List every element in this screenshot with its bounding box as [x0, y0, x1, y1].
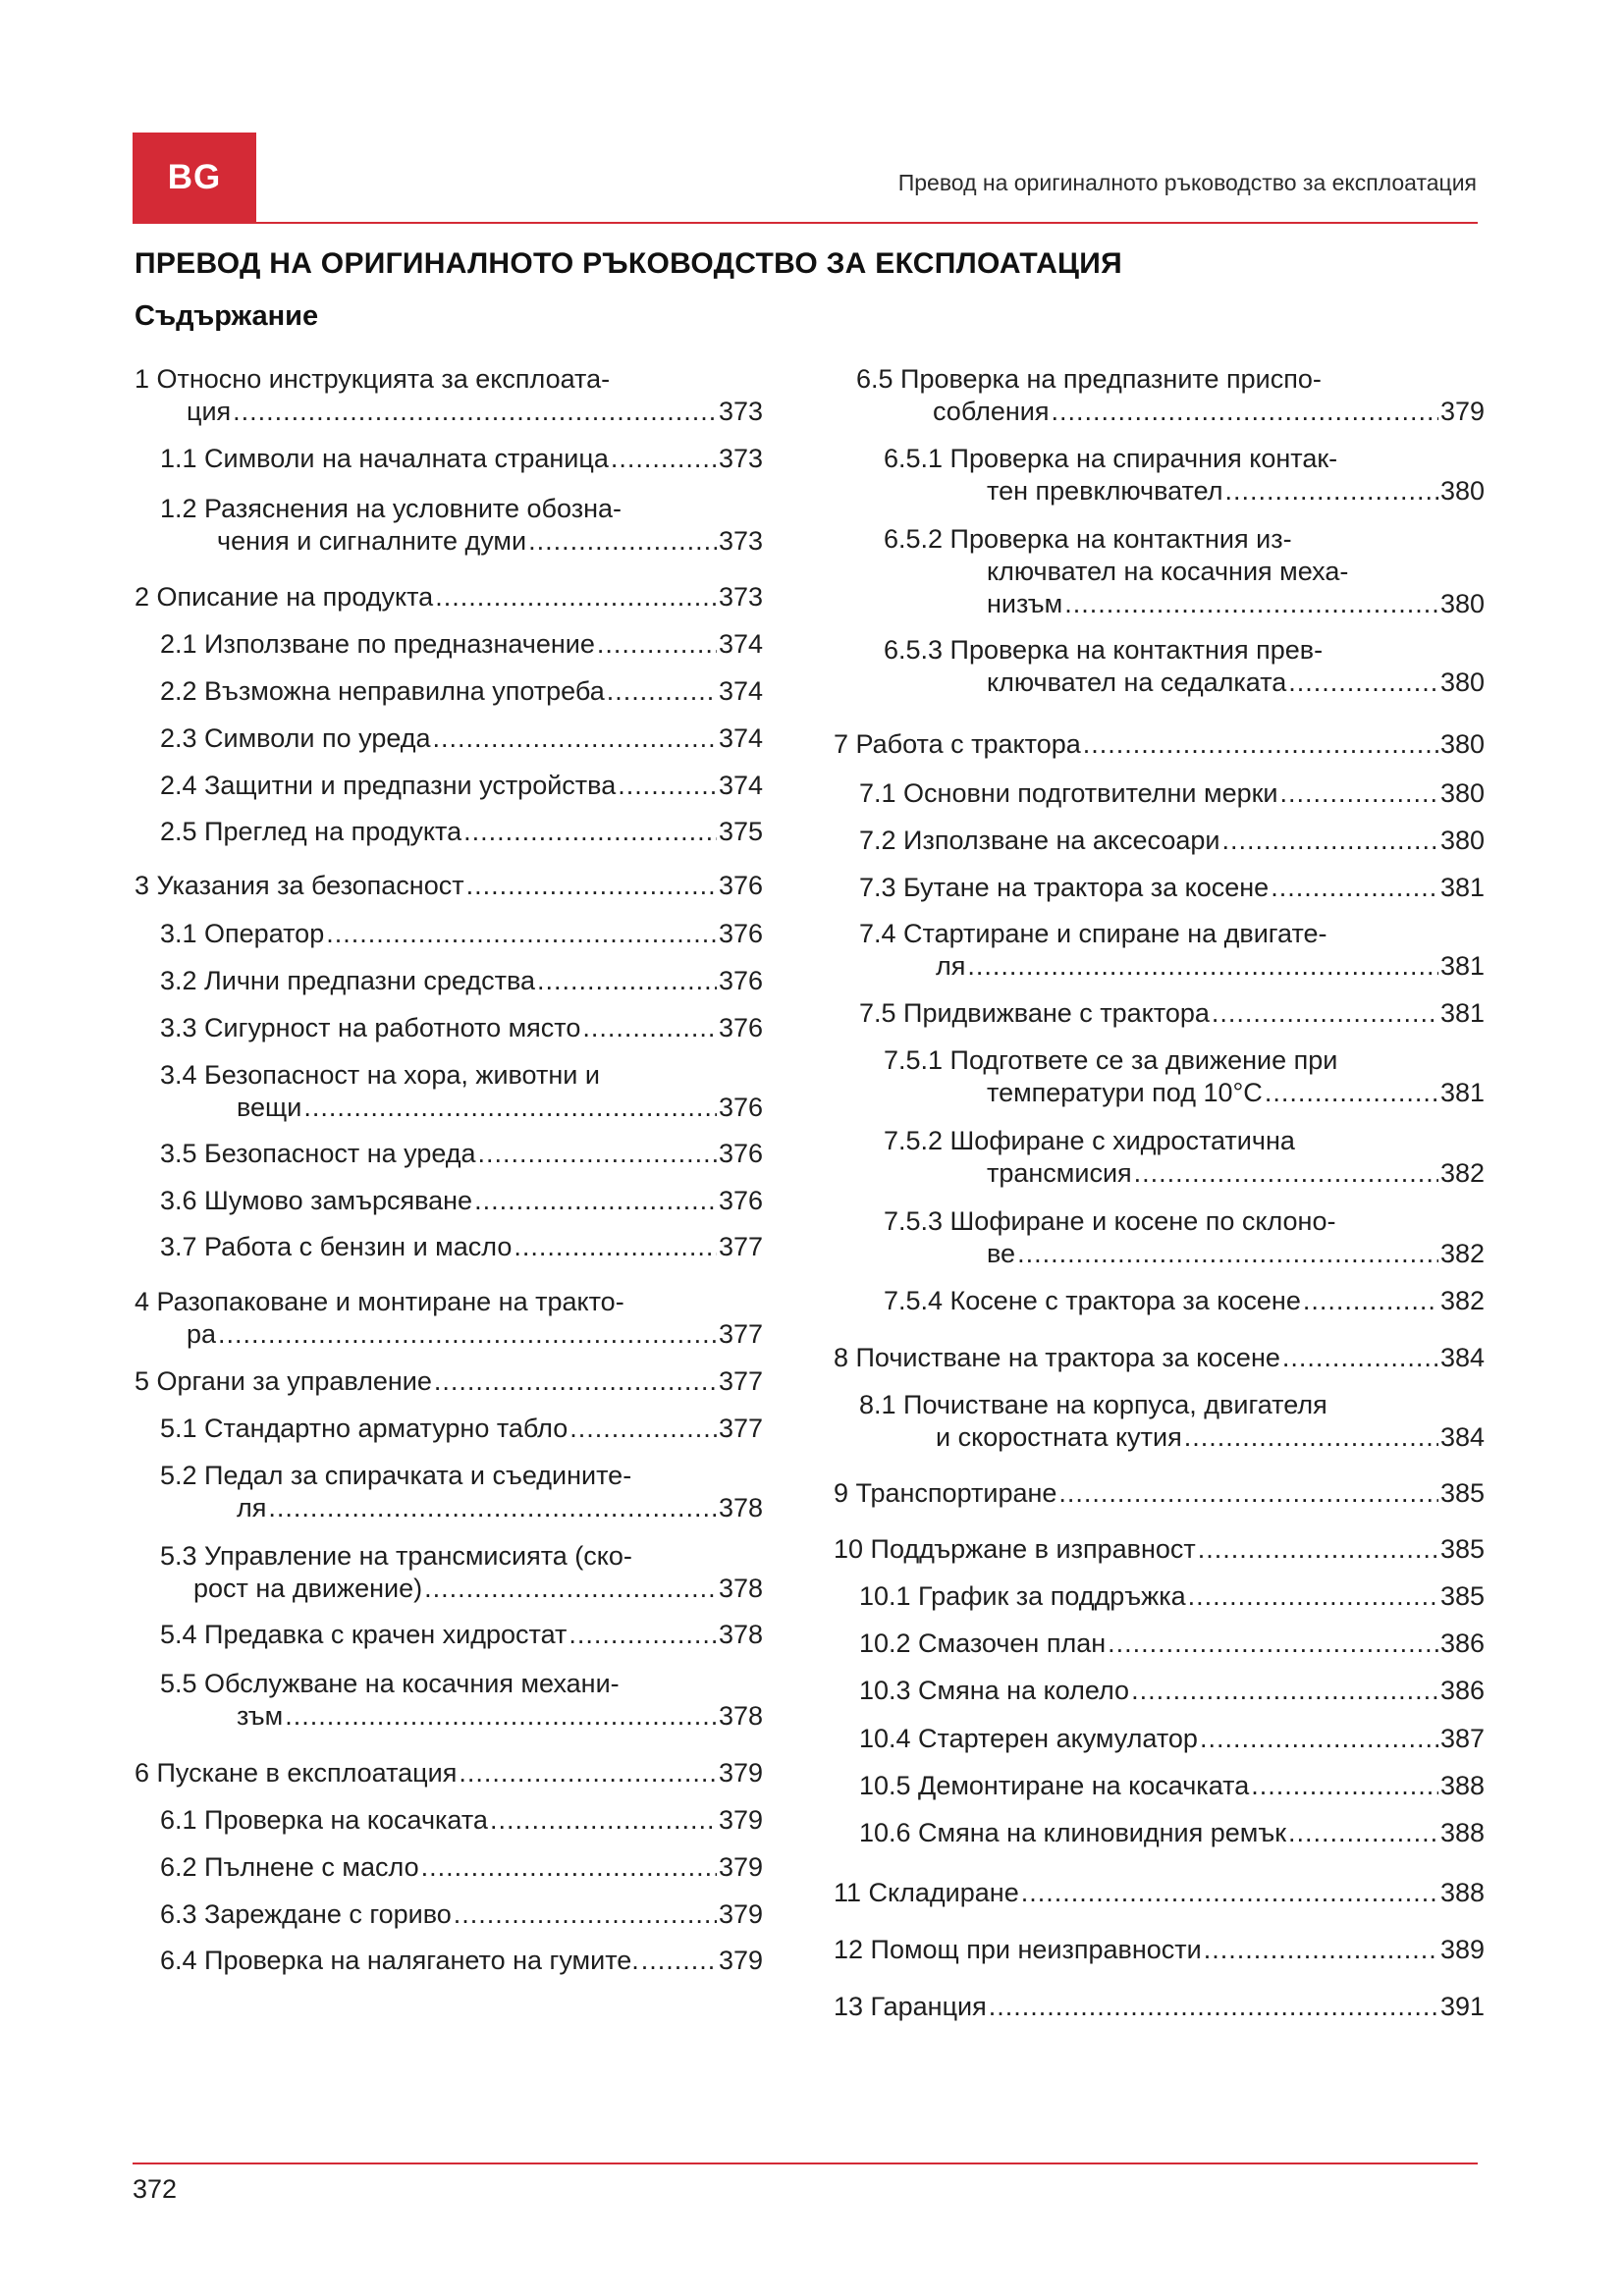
toc-entry[interactable]	[884, 1125, 1485, 1190]
toc-entry[interactable]	[160, 816, 763, 848]
toc-entry-title: 9 Транспортиране	[834, 1478, 1057, 1508]
toc-entry[interactable]	[160, 443, 763, 475]
dot-leader	[268, 1492, 717, 1524]
toc-entry-title: 1.1 Символи на началната страница	[160, 444, 609, 473]
dot-leader	[967, 950, 1438, 983]
dot-leader	[641, 1945, 717, 1977]
dot-leader	[1064, 588, 1438, 620]
dot-leader	[478, 1138, 717, 1170]
toc-entry-title-continued: собления	[933, 397, 1050, 426]
dot-leader	[618, 770, 717, 802]
toc-page-number: 391	[1439, 1992, 1485, 2021]
dot-leader	[474, 1185, 717, 1217]
toc-entry[interactable]	[160, 1012, 763, 1044]
dot-leader	[421, 1851, 717, 1884]
toc-entry-title: 4 Разопаковане и монтиране на тракто-	[135, 1287, 624, 1316]
toc-entry-title: 5.4 Предавка с крачен хидростат	[160, 1620, 568, 1649]
toc-entry[interactable]	[160, 1540, 763, 1605]
dot-leader	[1288, 667, 1438, 699]
dot-leader	[1184, 1421, 1438, 1454]
toc-entry[interactable]	[160, 918, 763, 950]
toc-entry[interactable]	[160, 1804, 763, 1837]
toc-entry[interactable]	[859, 1723, 1485, 1755]
toc-entry-title-continued: ключвател на косачния меха-	[987, 557, 1349, 586]
toc-entry-title: 12 Помощ при неизправности	[834, 1935, 1202, 1964]
toc-entry-title: 2.2 Възможна неправилна употреба	[160, 676, 605, 706]
toc-entry-title: 6.2 Пълнене с масло	[160, 1852, 419, 1882]
toc-page-number: 378	[718, 1493, 763, 1522]
toc-entry-title-continued: вещи	[237, 1093, 302, 1122]
toc-page-number: 380	[1439, 729, 1485, 759]
toc-page-number: 380	[1439, 826, 1485, 855]
toc-entry-title: 13 Гаранция	[834, 1992, 987, 2021]
toc-entry-title: 10 Поддържане в изправност	[834, 1534, 1196, 1564]
toc-entry-title: 7.5.2 Шофиране с хидростатична	[884, 1126, 1295, 1155]
toc-entry-title: 3 Указания за безопасност	[135, 871, 464, 900]
toc-entry[interactable]	[160, 1851, 763, 1884]
toc-entry-title: 2 Описание на продукта	[135, 582, 434, 612]
toc-entry-title: 10.5 Демонтиране на косачката	[859, 1771, 1250, 1800]
dot-leader	[434, 1365, 717, 1398]
toc-entry-title: 5.5 Обслужване на косачния механи-	[160, 1669, 620, 1698]
toc-entry-title: 10.2 Смазочен план	[859, 1629, 1107, 1658]
toc-entry[interactable]	[160, 1945, 763, 1977]
toc-entry[interactable]	[135, 1757, 763, 1789]
dot-leader	[1134, 1157, 1438, 1190]
toc-entry[interactable]	[160, 1059, 763, 1124]
toc-heading: Съдържание	[135, 300, 319, 332]
dot-leader	[1058, 1477, 1438, 1510]
toc-page-number: 385	[1439, 1478, 1485, 1508]
toc-page-number: 382	[1439, 1286, 1485, 1315]
toc-entry-title: 7.5.1 Подгответе се за движение при	[884, 1045, 1338, 1075]
toc-entry[interactable]	[859, 997, 1485, 1030]
toc-entry[interactable]	[859, 918, 1485, 983]
toc-page-number: 381	[1439, 951, 1485, 981]
toc-entry-title: 2.1 Използване по предназначение	[160, 629, 595, 659]
dot-leader	[1282, 1342, 1438, 1374]
toc-entry-title: 7.1 Основни подготвителни мерки	[859, 778, 1278, 808]
toc-page-number: 384	[1439, 1343, 1485, 1372]
toc-entry-title: 2.5 Преглед на продукта	[160, 817, 462, 846]
dot-leader	[1288, 1817, 1438, 1849]
toc-entry-title: 6 Пускане в експлоатация	[135, 1758, 458, 1788]
toc-entry-title-continued: температури под 10°C	[987, 1078, 1263, 1107]
toc-page-number: 380	[1439, 476, 1485, 506]
dot-leader	[326, 918, 717, 950]
toc-page-number: 379	[718, 1946, 763, 1975]
dot-leader	[1212, 997, 1438, 1030]
toc-page-number: 377	[718, 1232, 763, 1261]
toc-entry-title: 10.1 График за поддръжка	[859, 1581, 1186, 1611]
toc-entry-title-continued: чения и сигналните думи	[217, 526, 527, 556]
dot-leader	[1251, 1770, 1438, 1802]
toc-entry[interactable]	[834, 1991, 1485, 2023]
toc-entry-title: 6.5.3 Проверка на контактния прев-	[884, 635, 1324, 665]
toc-entry[interactable]	[160, 1898, 763, 1931]
dot-leader	[1021, 1877, 1438, 1909]
toc-entry[interactable]	[160, 628, 763, 661]
toc-entry[interactable]	[884, 1044, 1485, 1109]
toc-page-number: 378	[718, 1701, 763, 1731]
dot-leader	[1303, 1285, 1438, 1317]
dot-leader	[435, 581, 717, 614]
toc-entry-title: 11 Складиране	[834, 1878, 1019, 1907]
toc-entry[interactable]	[135, 363, 763, 428]
toc-page-number: 388	[1439, 1878, 1485, 1907]
dot-leader	[466, 870, 717, 902]
toc-entry[interactable]	[135, 1286, 763, 1351]
toc-entry-title-continued: зъм	[237, 1701, 284, 1731]
toc-page-number: 381	[1439, 998, 1485, 1028]
toc-entry[interactable]	[160, 675, 763, 708]
toc-entry[interactable]	[884, 1205, 1485, 1270]
dot-leader	[1265, 1077, 1438, 1109]
toc-entry[interactable]	[160, 1619, 763, 1651]
toc-entry-title-continued: ключвател на седалката	[987, 667, 1287, 697]
toc-page-number: 388	[1439, 1818, 1485, 1847]
dot-leader	[285, 1700, 717, 1733]
toc-entry[interactable]	[834, 1934, 1485, 1966]
dot-leader	[1204, 1934, 1438, 1966]
toc-entry-title: 6.5.2 Проверка на контактния из-	[884, 524, 1292, 554]
toc-entry-title: 2.4 Защитни и предпазни устройства	[160, 771, 617, 800]
toc-page-number: 379	[718, 1758, 763, 1788]
toc-page-number: 373	[718, 526, 763, 556]
toc-page-number: 376	[718, 919, 763, 948]
dot-leader	[1051, 396, 1437, 428]
toc-entry-title: 8 Почистване на трактора за косене	[834, 1343, 1280, 1372]
toc-page-number: 386	[1439, 1629, 1485, 1658]
header-divider	[133, 222, 1478, 224]
toc-entry-title: 10.6 Смяна на клиновидния ремък	[859, 1818, 1287, 1847]
dot-leader	[490, 1804, 717, 1837]
toc-entry-title: 6.1 Проверка на косачката	[160, 1805, 488, 1835]
toc-page-number: 376	[718, 1186, 763, 1215]
page-number: 372	[133, 2174, 178, 2204]
toc-entry-title-continued: тен превключвател	[987, 476, 1223, 506]
dot-leader	[218, 1318, 717, 1351]
toc-entry-title: 3.7 Работа с бензин и масло	[160, 1232, 513, 1261]
dot-leader	[568, 1619, 717, 1651]
toc-entry-title: 1.2 Разяснения на условните обозна-	[160, 494, 623, 523]
toc-entry[interactable]	[859, 1675, 1485, 1707]
toc-entry[interactable]	[135, 870, 763, 902]
dot-leader	[459, 1757, 717, 1789]
toc-entry-title: 6.4 Проверка на налягането на гумите.	[160, 1946, 639, 1975]
dot-leader	[433, 722, 717, 755]
toc-entry[interactable]	[859, 825, 1485, 857]
dot-leader	[1188, 1580, 1438, 1613]
dot-leader	[582, 1012, 717, 1044]
toc-entry[interactable]	[160, 770, 763, 802]
toc-entry-title: 3.6 Шумово замърсяване	[160, 1186, 473, 1215]
toc-entry-title: 6.3 Зареждане с гориво	[160, 1899, 452, 1929]
dot-leader	[463, 816, 717, 848]
toc-entry-title-continued: ля	[237, 1493, 267, 1522]
toc-entry-title: 7.2 Използване на аксесоари	[859, 826, 1220, 855]
toc-entry-title: 10.4 Стартерен акумулатор	[859, 1724, 1198, 1753]
toc-entry[interactable]	[859, 1389, 1485, 1454]
toc-entry[interactable]	[160, 493, 763, 558]
toc-entry[interactable]	[859, 872, 1485, 904]
toc-entry-title: 5.1 Стандартно арматурно табло	[160, 1414, 568, 1443]
toc-page-number: 380	[1439, 589, 1485, 618]
footer-divider	[133, 2163, 1478, 2164]
toc-entry[interactable]	[859, 1770, 1485, 1802]
dot-leader	[454, 1898, 717, 1931]
toc-entry[interactable]	[160, 722, 763, 755]
toc-entry-title-continued: ля	[936, 951, 966, 981]
toc-entry-title: 7.5.3 Шофиране и косене по склоно-	[884, 1206, 1336, 1236]
toc-page-number: 376	[718, 1013, 763, 1042]
toc-entry[interactable]	[135, 1365, 763, 1398]
toc-entry[interactable]	[834, 1533, 1485, 1566]
toc-entry-title-continued: низъм	[987, 589, 1063, 618]
running-header-title: Превод на оригиналното ръководство за експлоатация	[897, 170, 1477, 195]
dot-leader	[1108, 1628, 1438, 1660]
toc-entry-title: 5.2 Педал за спирачката и съедините-	[160, 1461, 632, 1490]
toc-entry-title: 3.2 Лични предпазни средства	[160, 966, 536, 995]
toc-entry[interactable]	[160, 1185, 763, 1217]
dot-leader	[303, 1092, 717, 1124]
toc-entry[interactable]	[859, 1580, 1485, 1613]
toc-page-number: 375	[718, 817, 763, 846]
dot-leader	[569, 1413, 717, 1445]
toc-page-number: 388	[1439, 1771, 1485, 1800]
toc-page-number: 373	[718, 582, 763, 612]
toc-entry-title: 7.4 Стартиране и спиране на двигате-	[859, 919, 1327, 948]
toc-entry-title: 7.5 Придвижване с трактора	[859, 998, 1210, 1028]
toc-page-number: 374	[718, 771, 763, 800]
toc-entry[interactable]	[859, 1817, 1485, 1849]
toc-page-number: 387	[1439, 1724, 1485, 1753]
toc-entry-title-continued: рост на движение)	[193, 1574, 423, 1603]
toc-page-number: 384	[1439, 1422, 1485, 1452]
toc-entry[interactable]	[834, 728, 1485, 761]
toc-entry-title: 7 Работа с трактора	[834, 729, 1081, 759]
toc-page-number: 382	[1439, 1158, 1485, 1188]
toc-entry-title: 3.4 Безопасност на хора, животни и	[160, 1060, 600, 1090]
toc-page-number: 376	[718, 1139, 763, 1168]
toc-entry-title: 6.5 Проверка на предпазните приспо-	[856, 364, 1322, 394]
toc-page-number: 374	[718, 629, 763, 659]
toc-page-number: 378	[718, 1574, 763, 1603]
dot-leader	[1017, 1238, 1438, 1270]
toc-page-number: 382	[1439, 1239, 1485, 1268]
toc-page-number: 380	[1439, 667, 1485, 697]
toc-entry-title: 3.3 Сигурност на работното място	[160, 1013, 581, 1042]
toc-entry[interactable]	[160, 1413, 763, 1445]
dot-leader	[424, 1573, 717, 1605]
toc-entry[interactable]	[859, 1628, 1485, 1660]
language-badge: BG	[133, 133, 256, 223]
toc-entry-title-continued: ция	[187, 397, 232, 426]
toc-page-number: 376	[718, 966, 763, 995]
toc-entry[interactable]	[160, 965, 763, 997]
dot-leader	[528, 525, 717, 558]
toc-page-number: 381	[1439, 1078, 1485, 1107]
toc-entry[interactable]	[160, 1231, 763, 1263]
toc-page-number: 379	[718, 1852, 763, 1882]
toc-entry[interactable]	[834, 1477, 1485, 1510]
toc-page-number: 381	[1439, 873, 1485, 902]
toc-page-number: 377	[718, 1319, 763, 1349]
toc-page-number: 385	[1439, 1581, 1485, 1611]
toc-entry-title-continued: ве	[987, 1239, 1016, 1268]
toc-page-number: 385	[1439, 1534, 1485, 1564]
dot-leader	[611, 443, 717, 475]
toc-entry-title-continued: трансмисия	[987, 1158, 1132, 1188]
toc-entry[interactable]	[160, 1460, 763, 1524]
dot-leader	[597, 628, 717, 661]
toc-entry[interactable]	[856, 363, 1485, 428]
toc-page-number: 376	[718, 1093, 763, 1122]
toc-entry-title: 3.5 Безопасност на уреда	[160, 1139, 476, 1168]
toc-entry[interactable]	[884, 523, 1485, 620]
toc-page-number: 378	[718, 1620, 763, 1649]
toc-entry-title: 7.5.4 Косене с трактора за косене	[884, 1286, 1301, 1315]
toc-entry[interactable]	[160, 1138, 763, 1170]
dot-leader	[1200, 1723, 1438, 1755]
toc-entry-title: 5 Органи за управление	[135, 1366, 432, 1396]
dot-leader	[1083, 728, 1438, 761]
toc-entry[interactable]	[859, 777, 1485, 810]
toc-entry-title: 5.3 Управление на трансмисията (ско-	[160, 1541, 632, 1571]
toc-entry[interactable]	[884, 634, 1485, 699]
toc-page-number: 386	[1439, 1676, 1485, 1705]
dot-leader	[1224, 475, 1437, 507]
toc-entry[interactable]	[160, 1668, 763, 1733]
toc-page-number: 379	[718, 1899, 763, 1929]
dot-leader	[514, 1231, 717, 1263]
toc-entry-title: 8.1 Почистване на корпуса, двигателя	[859, 1390, 1327, 1419]
toc-page-number: 379	[718, 1805, 763, 1835]
toc-page-number: 374	[718, 676, 763, 706]
toc-page-number: 376	[718, 871, 763, 900]
toc-page-number: 379	[1439, 397, 1485, 426]
toc-page-number: 373	[718, 444, 763, 473]
dot-leader	[1280, 777, 1438, 810]
toc-entry-title: 1 Относно инструкцията за експлоата-	[135, 364, 611, 394]
toc-entry[interactable]	[135, 581, 763, 614]
toc-entry[interactable]	[834, 1342, 1485, 1374]
dot-leader	[1131, 1675, 1438, 1707]
toc-entry[interactable]	[834, 1877, 1485, 1909]
toc-page-number: 389	[1439, 1935, 1485, 1964]
dot-leader	[607, 675, 717, 708]
toc-entry[interactable]	[884, 1285, 1485, 1317]
toc-page-number: 377	[718, 1414, 763, 1443]
toc-page-number: 377	[718, 1366, 763, 1396]
toc-entry-title: 3.1 Оператор	[160, 919, 325, 948]
toc-entry-title: 7.3 Бутане на трактора за косене	[859, 873, 1270, 902]
dot-leader	[1271, 872, 1438, 904]
dot-leader	[989, 1991, 1438, 2023]
dot-leader	[233, 396, 717, 428]
toc-entry[interactable]	[884, 443, 1485, 507]
page-title: ПРЕВОД НА ОРИГИНАЛНОТО РЪКОВОДСТВО ЗА ЕКСПЛОАТАЦИЯ	[135, 247, 1122, 280]
toc-page-number: 380	[1439, 778, 1485, 808]
toc-entry-title: 10.3 Смяна на колело	[859, 1676, 1130, 1705]
dot-leader	[1222, 825, 1438, 857]
dot-leader	[1198, 1533, 1438, 1566]
toc-page-number: 373	[718, 397, 763, 426]
toc-entry-title-continued: и скоростната кутия	[936, 1422, 1182, 1452]
toc-entry-title: 2.3 Символи по уреда	[160, 723, 431, 753]
toc-entry-title-continued: ра	[187, 1319, 217, 1349]
toc-page-number: 374	[718, 723, 763, 753]
toc-entry-title: 6.5.1 Проверка на спирачния контак-	[884, 444, 1338, 473]
dot-leader	[537, 965, 717, 997]
